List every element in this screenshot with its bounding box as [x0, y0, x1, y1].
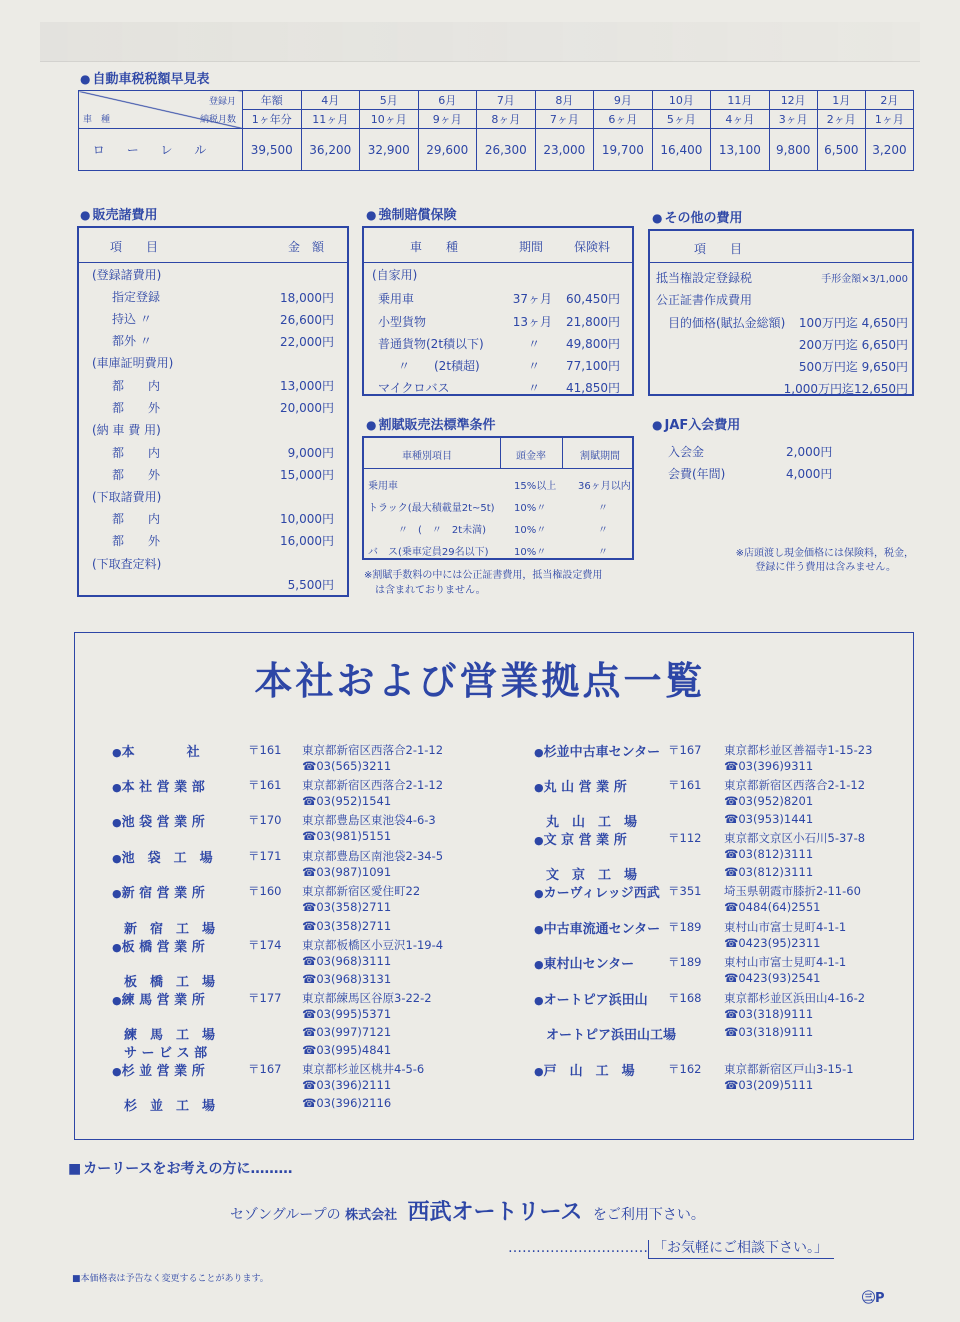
installment-col-down: 頭金率	[516, 451, 546, 462]
other-fee-value: 1,000万円迄12,650円	[783, 382, 908, 396]
sales-fee-amount: 22,000円	[280, 335, 334, 349]
location-zip: 〒189	[668, 955, 702, 969]
location-phone: ☎03(812)3111	[724, 865, 814, 879]
insurance-type: マイクロバス	[378, 381, 450, 395]
insurance-type: 普通貨物(2t積以下)	[378, 337, 484, 351]
other-fee-label: 抵当権設定登録税	[656, 271, 753, 285]
installment-period: 〃	[598, 503, 608, 514]
location-name: 杉 並 工 場	[124, 1099, 216, 1114]
location-zip: 〒167	[248, 1062, 282, 1076]
location-phone: ☎03(968)3111	[302, 954, 392, 968]
insurance-type: 小型貨物	[378, 315, 427, 329]
sales-fee-label: (登録諸費用)	[92, 268, 162, 282]
insurance-type: 〃 (2t積超)	[398, 359, 480, 373]
location-zip: 〒168	[668, 991, 702, 1005]
tax-value-cell: 29,600	[418, 129, 477, 171]
other-fee-label: 公正証書作成費用	[656, 293, 753, 307]
sales-fee-amount: 26,600円	[280, 313, 334, 327]
location-address: 東京都練馬区谷原3-22-2	[302, 991, 432, 1005]
installment-col-divider	[500, 436, 501, 468]
location-name: 新 宿 工 場	[124, 922, 216, 937]
sales-fee-label: 都 内	[112, 379, 161, 393]
tax-month-header: 年額	[243, 91, 302, 110]
location-address: 東京都杉並区浜田山4-16-2	[724, 991, 866, 1005]
tax-car-name: ローレル	[79, 129, 243, 171]
footnote: ■ 本価格表は予告なく変更することがあります。	[72, 1271, 269, 1284]
location-phone: ☎03(997)7121	[302, 1025, 392, 1039]
tax-table	[78, 90, 914, 171]
tax-value-cell: 3,200	[865, 129, 913, 171]
insurance-period: 〃	[527, 359, 540, 373]
insurance-type: 乗用車	[378, 292, 415, 306]
sales-fees-title: ● 販売諸費用	[80, 204, 158, 223]
installment-col-divider	[562, 436, 563, 468]
location-phone: ☎03(396)2111	[302, 1078, 392, 1092]
other-fees-title: ● その他の費用	[652, 207, 743, 226]
sales-fee-amount: 16,000円	[280, 534, 334, 548]
location-name: ● 杉並中古車センター	[534, 741, 660, 760]
lease-brand-logo: 西武オートリース	[407, 1200, 583, 1225]
installment-title: ● 割賦販売法標準条件	[366, 414, 496, 433]
sales-fee-label: (納 車 費 用)	[92, 423, 161, 437]
installment-note: ※割賦手数料の中には公正証書費用，抵当権設定費用	[364, 570, 603, 581]
tax-month-header: 7月	[477, 91, 536, 110]
location-name: ● 中古車流通センター	[534, 918, 660, 937]
location-address: 東京都新宿区戸山3-15-1	[724, 1062, 854, 1076]
tax-value-cell: 19,700	[594, 129, 653, 171]
location-name: 丸 山 工 場	[546, 815, 638, 830]
insurance-header-divider	[362, 262, 634, 263]
other-fee-value: 200万円迄 6,650円	[798, 338, 908, 352]
sales-fees-col-item: 項 目	[110, 240, 159, 254]
jaf-value: 4,000円	[786, 467, 833, 481]
installment-down: 10%〃	[514, 547, 547, 558]
sales-fee-amount: 20,000円	[280, 401, 334, 415]
location-address: 東京都新宿区愛住町22	[302, 884, 421, 898]
sales-fee-label: 都 内	[112, 446, 161, 460]
insurance-period: 〃	[527, 337, 540, 351]
installment-col-period: 割賦期間	[580, 451, 620, 462]
location-name: サ ー ビ ス 部	[124, 1046, 208, 1061]
insurance-type: (自家用)	[372, 268, 418, 282]
location-name: 文 京 工 場	[546, 868, 638, 883]
insurance-period: 〃	[527, 381, 540, 395]
tax-count-cell: 4ヶ月	[711, 110, 770, 129]
location-phone: ☎0423(95)2311	[724, 936, 821, 950]
tax-count-cell: 3ヶ月	[769, 110, 817, 129]
location-name: 練 馬 工 場	[124, 1028, 216, 1043]
location-phone: ☎03(396)2116	[302, 1096, 392, 1110]
location-phone: ☎03(987)1091	[302, 865, 392, 879]
lease-line	[230, 1195, 705, 1226]
sales-fee-amount: 15,000円	[280, 468, 334, 482]
location-name: ● 丸 山 営 業 所	[534, 776, 627, 795]
location-zip: 〒160	[248, 884, 282, 898]
sales-fee-label: 都 外	[112, 534, 161, 548]
sales-fee-label: (下取査定料)	[92, 557, 162, 571]
location-zip: 〒351	[668, 884, 702, 898]
installment-period: 36ヶ月以内	[578, 481, 631, 492]
sales-fee-label: 都 外	[112, 468, 161, 482]
location-zip: 〒162	[668, 1062, 702, 1076]
jaf-note: 登録に伴う費用は含みません。	[755, 562, 896, 573]
lease-prefix: セゾングループの	[230, 1207, 341, 1223]
location-name: ● オートピア浜田山	[534, 989, 648, 1008]
location-phone: ☎03(968)3131	[302, 972, 392, 986]
jaf-value: 2,000円	[786, 445, 833, 459]
installment-period: 〃	[598, 525, 608, 536]
location-phone: ☎03(812)3111	[724, 847, 814, 861]
location-address: 東京都新宿区西落合2-1-12	[724, 778, 866, 792]
location-address: 東京都杉並区桃井4-5-6	[302, 1062, 425, 1076]
location-zip: 〒161	[248, 778, 282, 792]
installment-down: 10%〃	[514, 525, 547, 536]
location-phone: ☎03(318)9111	[724, 1025, 814, 1039]
location-zip: 〒189	[668, 920, 702, 934]
tax-count-cell: 11ヶ月	[301, 110, 360, 129]
faded-header-band	[40, 22, 920, 62]
installment-item: トラック(最大積載量2t~5t)	[368, 503, 495, 514]
location-phone: ☎03(952)1541	[302, 794, 392, 808]
tax-header-row	[79, 91, 914, 110]
location-phone: ☎03(396)9311	[724, 759, 814, 773]
location-name: ● 本 社	[112, 741, 200, 760]
jaf-label: 入会金	[668, 445, 705, 459]
tax-month-header: 8月	[535, 91, 594, 110]
sales-fee-label: (車庫証明費用)	[92, 356, 174, 370]
tax-count-cell: 1ヶ月	[865, 110, 913, 129]
lease-heading: ■ カーリースをお考えの方に………	[68, 1158, 293, 1178]
location-phone: ☎0484(64)2551	[724, 900, 821, 914]
insurance-period: 37ヶ月	[512, 292, 552, 306]
location-address: 東京都板橋区小豆沢1-19-4	[302, 938, 444, 952]
consult-leader: …………………………	[508, 1240, 648, 1256]
sales-fee-label: 持込 〃	[112, 312, 152, 326]
location-phone: ☎03(953)1441	[724, 812, 814, 826]
location-address: 東村山市富士見町4-1-1	[724, 920, 847, 934]
tax-month-header: 5月	[360, 91, 419, 110]
tax-value-cell: 6,500	[817, 129, 865, 171]
location-address: 東村山市富士見町4-1-1	[724, 955, 847, 969]
location-address: 東京都豊島区南池袋2-34-5	[302, 849, 444, 863]
other-fee-value: 手形金額×3/1,000	[821, 274, 908, 285]
location-zip: 〒177	[248, 991, 282, 1005]
tax-count-cell: 8ヶ月	[477, 110, 536, 129]
sales-fee-label: 都外 〃	[112, 334, 152, 348]
tax-value-cell: 9,800	[769, 129, 817, 171]
tax-diagonal-header	[79, 91, 243, 129]
installment-item: 〃 ( 〃 2t未満)	[398, 525, 487, 536]
tax-value-cell: 36,200	[301, 129, 360, 171]
sales-fee-amount: 10,000円	[280, 512, 334, 526]
insurance-premium: 49,800円	[566, 337, 620, 351]
consult-line	[508, 1237, 834, 1257]
location-zip: 〒161	[668, 778, 702, 792]
insurance-title: ● 強制賠償保険	[366, 204, 457, 223]
tax-month-header: 1月	[817, 91, 865, 110]
installment-item: バ ス(乗車定員29名以下)	[368, 547, 489, 558]
tax-month-header: 4月	[301, 91, 360, 110]
tax-months-label: 納税月数	[199, 115, 236, 125]
location-phone: ☎03(358)2711	[302, 919, 392, 933]
location-phone: ☎03(565)3211	[302, 759, 392, 773]
sales-fee-amount: 9,000円	[287, 446, 334, 460]
tax-value-cell: 13,100	[711, 129, 770, 171]
lease-corp: 株式会社	[345, 1208, 398, 1223]
jaf-note: ※店頭渡し現金価格には保険料，税金，	[735, 548, 914, 559]
tax-month-header: 11月	[711, 91, 770, 110]
location-name: ● 杉 並 営 業 所	[112, 1060, 205, 1079]
location-name: ● 本 社 営 業 部	[112, 776, 205, 795]
location-phone: ☎0423(93)2541	[724, 971, 821, 985]
installment-down: 10%〃	[514, 503, 547, 514]
installment-header-divider	[362, 468, 634, 469]
location-zip: 〒174	[248, 938, 282, 952]
other-fee-label: 目的価格(賦払金総額)	[668, 316, 786, 330]
lease-suffix: をご利用下さい。	[592, 1207, 705, 1223]
sales-fees-header-divider	[77, 262, 349, 263]
insurance-premium: 60,450円	[566, 292, 620, 306]
tax-month-header: 6月	[418, 91, 477, 110]
location-zip: 〒167	[668, 743, 702, 757]
location-address: 東京都文京区小石川5-37-8	[724, 831, 866, 845]
tax-section-title: ● 自動車税税額早見表	[80, 68, 210, 87]
other-fee-value: 500万円迄 9,650円	[798, 360, 908, 374]
other-fees-col-item: 項 目	[694, 242, 743, 256]
location-name: ● 新 宿 営 業 所	[112, 882, 205, 901]
tax-count-cell: 6ヶ月	[594, 110, 653, 129]
location-zip: 〒171	[248, 849, 282, 863]
sales-fees-col-amount: 金 額	[288, 240, 325, 254]
tax-value-row	[79, 129, 914, 171]
location-phone: ☎03(358)2711	[302, 900, 392, 914]
tax-month-header: 10月	[652, 91, 711, 110]
sales-fee-label: 都 内	[112, 512, 161, 526]
location-phone: ☎03(952)8201	[724, 794, 814, 808]
location-name: オートピア浜田山工場	[546, 1028, 677, 1043]
locations-title: 本社および営業拠点一覧	[254, 658, 706, 703]
location-address: 東京都新宿区西落合2-1-12	[302, 743, 444, 757]
page-number: ㊂P	[862, 1291, 885, 1306]
location-name: ● 東村山センター	[534, 953, 634, 972]
location-zip: 〒161	[248, 743, 282, 757]
other-fee-value: 100万円迄 4,650円	[798, 316, 908, 330]
insurance-col-type: 車 種	[410, 240, 459, 254]
location-address: 東京都豊島区東池袋4-6-3	[302, 813, 436, 827]
location-phone: ☎03(209)5111	[724, 1078, 814, 1092]
location-phone: ☎03(981)5151	[302, 829, 392, 843]
tax-count-cell: 9ヶ月	[418, 110, 477, 129]
installment-note: は含まれておりません。	[375, 585, 486, 596]
tax-value-cell: 32,900	[360, 129, 419, 171]
tax-value-cell: 39,500	[243, 129, 302, 171]
tax-count-cell: 10ヶ月	[360, 110, 419, 129]
other-fees-header-divider	[648, 262, 914, 263]
insurance-col-premium: 保険料	[574, 240, 611, 254]
location-name: ● 練 馬 営 業 所	[112, 989, 205, 1008]
sales-fee-label: 都 外	[112, 401, 161, 415]
tax-month-header: 9月	[594, 91, 653, 110]
tax-count-cell: 5ヶ月	[652, 110, 711, 129]
tax-car-label: 車 種	[83, 115, 111, 125]
consult-text: 「お気軽にご相談下さい。」	[648, 1240, 834, 1259]
tax-month-header: 2月	[865, 91, 913, 110]
jaf-title: ● JAF入会費用	[652, 414, 740, 433]
sales-fee-amount: 5,500円	[287, 578, 334, 592]
sales-fee-label: 指定登録	[112, 290, 161, 304]
tax-count-cell: 1ヶ年分	[243, 110, 302, 129]
installment-down: 15%以上	[514, 481, 557, 492]
tax-reg-label: 登録月	[208, 97, 236, 107]
sales-fee-label: (下取諸費用)	[92, 490, 162, 504]
location-name: ● 池 袋 営 業 所	[112, 811, 205, 830]
tax-value-cell: 26,300	[477, 129, 536, 171]
installment-col-item: 車種別項目	[402, 451, 452, 462]
location-phone: ☎03(995)5371	[302, 1007, 392, 1021]
location-address: 埼玉県朝霞市膝折2-11-60	[724, 884, 861, 898]
location-zip: 〒170	[248, 813, 282, 827]
location-name: ● カーヴィレッジ西武	[534, 882, 660, 901]
location-name: ● 文 京 営 業 所	[534, 829, 627, 848]
location-phone: ☎03(995)4841	[302, 1043, 392, 1057]
installment-item: 乗用車	[368, 481, 398, 492]
tax-value-cell: 23,000	[535, 129, 594, 171]
location-name: ● 池 袋 工 場	[112, 847, 213, 866]
tax-count-cell: 2ヶ月	[817, 110, 865, 129]
location-zip: 〒112	[668, 831, 702, 845]
location-phone: ☎03(318)9111	[724, 1007, 814, 1021]
jaf-label: 会費(年間)	[668, 467, 726, 481]
insurance-premium: 77,100円	[566, 359, 620, 373]
insurance-period: 13ヶ月	[512, 315, 552, 329]
sales-fee-amount: 13,000円	[280, 379, 334, 393]
tax-month-header: 12月	[769, 91, 817, 110]
location-name: ● 板 橋 営 業 所	[112, 936, 205, 955]
insurance-premium: 21,800円	[566, 315, 620, 329]
tax-count-cell: 7ヶ月	[535, 110, 594, 129]
location-address: 東京都杉並区善福寺1-15-23	[724, 743, 873, 757]
location-name: 板 橋 工 場	[124, 975, 216, 990]
location-name: ● 戸 山 工 場	[534, 1060, 635, 1079]
sales-fee-amount: 18,000円	[280, 291, 334, 305]
tax-value-cell: 16,400	[652, 129, 711, 171]
installment-period: 〃	[598, 547, 608, 558]
insurance-premium: 41,850円	[566, 381, 620, 395]
insurance-col-period: 期間	[519, 240, 544, 254]
location-address: 東京都新宿区西落合2-1-12	[302, 778, 444, 792]
